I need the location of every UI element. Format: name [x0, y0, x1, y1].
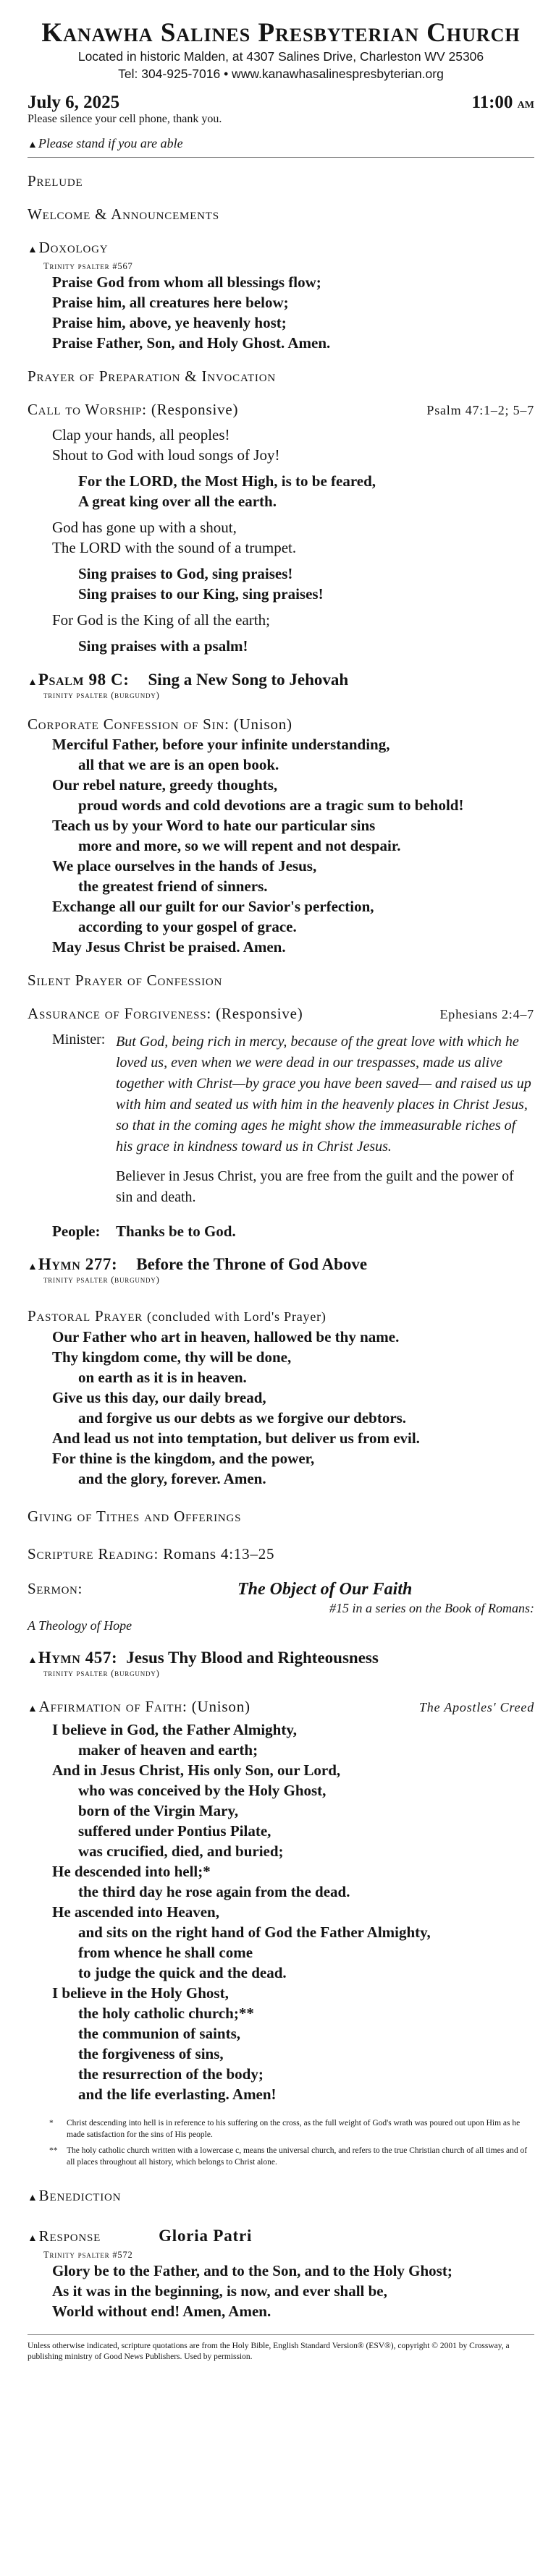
church-name: Kanawha Salines Presbyterian Church: [41, 18, 521, 48]
people-text: Thanks be to God.: [116, 1223, 236, 1240]
prayer-line: and forgive us our debts as we forgive our debtors.: [78, 1409, 407, 1427]
gloria-line: World without end! Amen, Amen.: [52, 2303, 271, 2320]
creed-line: and the life everlasting. Amen!: [78, 2086, 277, 2103]
creed-line: to judge the quick and the dead.: [78, 1964, 287, 1981]
church-contact: Tel: 304-925-7016 • www.kanawhasalinespresbyterian.org: [118, 67, 444, 81]
footnote-1: [49, 2117, 534, 2141]
creed-line: the holy catholic church;**: [78, 2005, 254, 2022]
creed-type: (Unison): [191, 1698, 250, 1715]
leader-lines: [52, 425, 534, 465]
response-label: [28, 2226, 101, 2249]
doxology-line: Praise God from whom all blessings flow;: [52, 273, 321, 291]
people-lines: [78, 471, 534, 511]
hymn-277-label: [28, 1255, 117, 1274]
leader-line: The LORD with the sound of a trumpet.: [52, 539, 297, 556]
footnote-2: [49, 2145, 534, 2168]
confession-line: Our rebel nature, greedy thoughts,: [52, 776, 278, 794]
creed-line: who was conceived by the Holy Ghost,: [78, 1782, 327, 1799]
hymn-457-label-text: Hymn 457:: [38, 1649, 118, 1667]
confession-type: (Unison): [233, 715, 292, 733]
doxology-lines: [52, 272, 534, 353]
people-lines: [78, 636, 534, 656]
confession-heading: [28, 714, 534, 734]
prayer-line: For thine is the kingdom, and the power,: [52, 1450, 315, 1467]
prayer-line: And lead us not into temptation, but deliver us from evil.: [52, 1429, 420, 1447]
leader-line: God has gone up with a shout,: [52, 519, 237, 536]
prelude: Prelude: [28, 172, 83, 190]
hymn-277-source: trinity psalter (burgundy): [43, 1275, 160, 1285]
assurance-heading: [28, 1003, 534, 1024]
people-lines: [78, 564, 534, 604]
hymn-457-heading: [28, 1649, 534, 1667]
stand-arrow-icon: ▲: [28, 677, 38, 688]
creed-line: the forgiveness of sins,: [78, 2045, 224, 2062]
confession-line: proud words and cold devotions are a tragic sum to behold!: [78, 796, 464, 814]
confession-line: Merciful Father, before your infinite understanding,: [52, 736, 390, 753]
call-to-worship-heading: [28, 399, 534, 420]
minister-declaration: Believer in Jesus Christ, you are free from the guilt and the power of sin and death.: [116, 1168, 514, 1205]
footnote-2-text: The holy catholic church written with a lowercase c, means the universal church, and refers to the true Christian church of all times and of all places throughout all history, which belongs to Christ alone.: [67, 2146, 528, 2167]
assurance-reference: Ephesians 2:4–7: [439, 1007, 534, 1021]
stand-arrow-icon: ▲: [28, 1262, 38, 1272]
call-to-worship-body: [28, 425, 534, 656]
prayer-line: and the glory, forever. Amen.: [78, 1470, 266, 1487]
creed-footnotes: [28, 2117, 534, 2168]
psalm-label-text: Psalm 98 C:: [38, 671, 130, 689]
creed-line: I believe in God, the Father Almighty,: [52, 1721, 297, 1738]
stand-arrow-icon: ▲: [28, 2193, 38, 2203]
prayer-preparation: Prayer of Preparation & Invocation: [28, 367, 276, 385]
stand-arrow-icon: ▲: [28, 2233, 38, 2244]
leader-lines: [52, 517, 534, 558]
stand-note: [28, 136, 534, 158]
stand-note-text: Please stand if you are able: [38, 136, 183, 150]
footnote-1-mark: *: [49, 2119, 54, 2127]
people-line: Sing praises to our King, sing praises!: [78, 585, 324, 603]
creed-title: Affirmation of Faith:: [38, 1698, 188, 1715]
people-response: [52, 1223, 534, 1241]
doxology-heading: [28, 237, 534, 260]
silent-prayer: Silent Prayer of Confession: [28, 972, 223, 989]
stand-arrow-icon: ▲: [28, 245, 38, 255]
creed-line: I believe in the Holy Ghost,: [52, 1984, 229, 2002]
creed-reference: The Apostles' Creed: [418, 1700, 534, 1714]
leader-line: Clap your hands, all peoples!: [52, 426, 230, 443]
assurance-type: (Responsive): [216, 1005, 303, 1022]
lords-prayer-lines: [52, 1327, 534, 1489]
creed-line: maker of heaven and earth;: [78, 1741, 258, 1759]
creed-line: the communion of saints,: [78, 2025, 241, 2042]
psalm-label: [28, 671, 130, 689]
silence-note: Please silence your cell phone, thank you.: [28, 113, 222, 125]
response-label-text: Response: [38, 2227, 101, 2245]
benediction-text: Benediction: [38, 2187, 122, 2204]
psalm-source: trinity psalter (burgundy): [43, 690, 160, 700]
stand-arrow-icon: ▲: [28, 1655, 38, 1666]
people-line: Sing praises to God, sing praises!: [78, 565, 293, 582]
scripture-reading: [28, 1544, 534, 1564]
people-line: For the LORD, the Most High, is to be feared,: [78, 472, 376, 490]
reading-label: Scripture Reading:: [28, 1545, 159, 1563]
doxology-line: Praise him, all creatures here below;: [52, 294, 289, 311]
people-line: A great king over all the earth.: [78, 493, 277, 510]
confession-line: We place ourselves in the hands of Jesus,: [52, 857, 317, 875]
stand-arrow-icon: ▲: [28, 1704, 38, 1714]
date-time-line: [28, 93, 534, 113]
hymn-277-title: Before the Throne of God Above: [136, 1255, 368, 1273]
sermon-label: Sermon:: [28, 1580, 83, 1597]
doxology-line: Praise Father, Son, and Holy Ghost. Amen.: [52, 334, 331, 352]
pastoral-title: Pastoral Prayer: [28, 1307, 143, 1325]
confession-line: Exchange all our guilt for our Savior's perfection,: [52, 898, 374, 915]
gloria-lines: [52, 2261, 534, 2321]
psalm-heading: [28, 671, 534, 689]
creed-line: the resurrection of the body;: [78, 2065, 264, 2083]
creed-line: and sits on the right hand of God the Father Almighty,: [78, 1924, 431, 1941]
creed-heading: [28, 1696, 534, 1720]
response-source: Trinity psalter #572: [43, 2250, 133, 2260]
assurance-title: Assurance of Forgiveness:: [28, 1005, 212, 1022]
confession-line: Teach us by your Word to hate our particular sins: [52, 817, 376, 834]
sermon-title: The Object of Our Faith: [237, 1580, 413, 1599]
hymn-457-label: [28, 1649, 117, 1667]
doxology-source: Trinity psalter #567: [43, 261, 133, 271]
gloria-line: Glory be to the Father, and to the Son, and to the Holy Ghost;: [52, 2262, 452, 2279]
pastoral-prayer-heading: [28, 1306, 534, 1327]
stand-arrow-icon: ▲: [28, 140, 38, 150]
doxology-title: Doxology: [38, 239, 109, 256]
creed-line: He ascended into Heaven,: [52, 1903, 219, 1921]
creed-line: He descended into hell;*: [52, 1863, 211, 1880]
bulletin-header: [28, 19, 534, 82]
confession-line: according to your gospel of grace.: [78, 918, 297, 935]
call-title: Call to Worship:: [28, 401, 147, 418]
sermon-heading: [28, 1580, 534, 1599]
confession-title: Corporate Confession of Sin:: [28, 715, 229, 733]
service-time: [471, 93, 534, 113]
time-ampm: am: [517, 95, 534, 111]
call-reference: Psalm 47:1–2; 5–7: [426, 403, 534, 417]
response-heading: [28, 2226, 534, 2249]
creed-line: born of the Virgin Mary,: [78, 1802, 239, 1819]
creed-line: suffered under Pontius Pilate,: [78, 1822, 271, 1840]
pastoral-note: (concluded with Lord's Prayer): [147, 1309, 327, 1324]
service-date: July 6, 2025: [28, 93, 120, 112]
prayer-line: Our Father who art in heaven, hallowed be thy name.: [52, 1328, 400, 1346]
response-title: Gloria Patri: [159, 2227, 253, 2245]
hymn-457-source: trinity psalter (burgundy): [43, 1668, 160, 1678]
copyright-notice: Unless otherwise indicated, scripture quotations are from the Holy Bible, English Standard Version® (ESV®), copyright © 2001 by Crossway, a publishing ministry of Good News Publishers. Used by permission.: [28, 2334, 534, 2363]
prayer-line: Give us this day, our daily bread,: [52, 1389, 266, 1406]
creed-line: was crucified, died, and buried;: [78, 1842, 284, 1860]
call-type: (Responsive): [151, 401, 239, 418]
time-value: 11:00: [471, 93, 513, 112]
hymn-277-label-text: Hymn 277:: [38, 1255, 118, 1273]
minister-label: Minister:: [52, 1032, 106, 1047]
leader-lines: [52, 610, 534, 630]
confession-lines: [52, 734, 534, 957]
leader-line: Shout to God with loud songs of Joy!: [52, 446, 280, 464]
sermon-series-name: A Theology of Hope: [28, 1618, 132, 1633]
prayer-line: Thy kingdom come, thy will be done,: [52, 1348, 292, 1366]
psalm-title: Sing a New Song to Jehovah: [148, 671, 349, 689]
church-address: Located in historic Malden, at 4307 Salines Drive, Charleston WV 25306: [77, 49, 484, 64]
minister-text-block: [116, 1032, 534, 1208]
people-line: Sing praises with a psalm!: [78, 637, 248, 655]
minister-scripture: But God, being rich in mercy, because of the great love with which he loved us, even when we were dead in our trespasses, made us alive together with Christ—by grace you have been saved— and raised us up with him and seated us with him in the heavenly places in Christ Jesus, so that in the coming ages he might show the immeasurable riches of his grace in kindness toward us in Christ Jesus.: [116, 1034, 531, 1155]
creed-lines: [52, 1720, 534, 2104]
prayer-line: on earth as it is in heaven.: [78, 1369, 247, 1386]
leader-line: For God is the King of all the earth;: [52, 611, 270, 629]
footnote-1-text: Christ descending into hell is in reference to his suffering on the cross, as the full weight of God's wrath was poured out upon Him as he made satisfaction for the sins of His people.: [67, 2119, 521, 2139]
confession-line: May Jesus Christ be praised. Amen.: [52, 938, 286, 956]
hymn-277-heading: [28, 1255, 534, 1274]
confession-line: the greatest friend of sinners.: [78, 877, 268, 895]
creed-line: And in Jesus Christ, His only Son, our Lord,: [52, 1761, 341, 1779]
reading-reference: Romans 4:13–25: [163, 1545, 275, 1563]
gloria-line: As it was in the beginning, is now, and ever shall be,: [52, 2282, 387, 2300]
hymn-457-title: Jesus Thy Blood and Righteousness: [126, 1649, 379, 1667]
welcome-announcements: Welcome & Announcements: [28, 205, 219, 223]
doxology-line: Praise him, above, ye heavenly host;: [52, 314, 287, 331]
giving-offerings: Giving of Tithes and Offerings: [28, 1508, 242, 1525]
confession-line: more and more, so we will repent and not despair.: [78, 837, 401, 854]
sermon-series: #15 in a series on the Book of Romans:: [329, 1601, 534, 1615]
footnote-2-mark: **: [49, 2146, 58, 2155]
minister-block: [52, 1032, 534, 1208]
confession-line: all that we are is an open book.: [78, 756, 279, 773]
creed-line: from whence he shall come: [78, 1944, 253, 1961]
creed-line: the third day he rose again from the dead.: [78, 1883, 350, 1900]
people-label: People:: [52, 1223, 101, 1240]
benediction: [28, 2185, 534, 2209]
bulletin-page: [28, 19, 534, 2363]
